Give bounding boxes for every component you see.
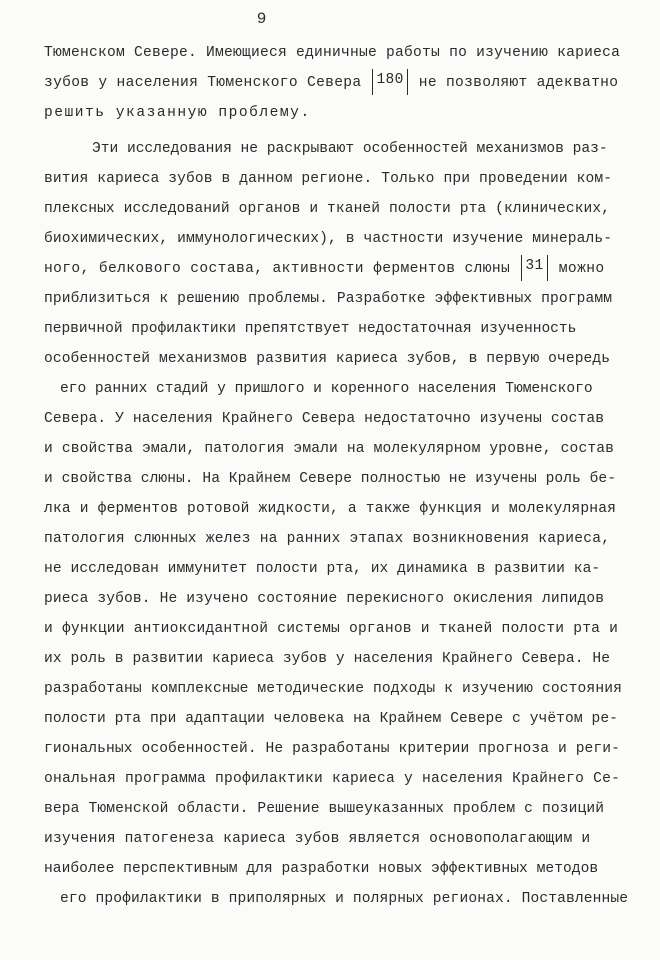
line-text: ональная программа профилактики кариеса у населения Крайнего Се- bbox=[44, 771, 621, 787]
line-text: их роль в развитии кариеса зубов у населения Крайнего Севера. Не bbox=[44, 651, 611, 667]
line-text: и свойства эмали, патология эмали на молекулярном уровне, состав bbox=[44, 441, 615, 457]
line-text: лка и ферментов ротовой жидкости, а также функция и молекулярная bbox=[44, 501, 617, 517]
line-text: первичной профилактики препятствует недостаточная изученность bbox=[44, 321, 577, 337]
citation-reference: 180 bbox=[372, 69, 407, 95]
line-text-continued: можно bbox=[549, 261, 605, 277]
text-line bbox=[44, 794, 604, 824]
line-text: патология слюнных желез на ранних этапах возникновения кариеса, bbox=[44, 531, 611, 547]
text-line bbox=[44, 344, 610, 374]
line-text: гиональных особенностей. Не разработаны критерии прогноза и реги- bbox=[44, 741, 620, 757]
line-text: ного, белкового состава, активности ферментов слюны bbox=[44, 261, 520, 277]
text-line bbox=[60, 884, 628, 914]
text-line bbox=[44, 494, 616, 524]
text-line bbox=[44, 704, 618, 734]
text-line bbox=[44, 68, 618, 98]
text-line bbox=[44, 554, 600, 584]
line-text: решить указанную проблему. bbox=[44, 105, 311, 121]
line-text: особенностей механизмов развития кариеса зубов, в первую очередь bbox=[44, 351, 611, 367]
text-line bbox=[44, 224, 612, 254]
line-text: риеса зубов. Не изучено состояние перекисного окисления липидов bbox=[44, 591, 605, 607]
text-line bbox=[44, 314, 576, 344]
text-line bbox=[60, 374, 593, 404]
line-text: его профилактики в приполярных и полярных регионах. Поставленные bbox=[60, 891, 629, 907]
text-line bbox=[92, 134, 608, 164]
text-line bbox=[44, 284, 612, 314]
citation-reference: 31 bbox=[521, 255, 547, 281]
text-line bbox=[44, 434, 614, 464]
text-line bbox=[44, 164, 612, 194]
text-line bbox=[44, 254, 605, 284]
text-line bbox=[44, 584, 604, 614]
text-line bbox=[44, 854, 598, 884]
line-text: биохимических, иммунологических), в частности изучение минераль- bbox=[44, 231, 613, 247]
line-text: наиболее перспективным для разработки новых эффективных методов bbox=[44, 861, 599, 877]
line-text: зубов у населения Тюменского Севера bbox=[44, 75, 371, 91]
text-line bbox=[44, 644, 610, 674]
line-text: не исследован иммунитет полости рта, их динамика в развитии ка- bbox=[44, 561, 601, 577]
text-line bbox=[44, 614, 618, 644]
line-text: вития кариеса зубов в данном регионе. Только при проведении ком- bbox=[44, 171, 613, 187]
text-line bbox=[44, 194, 610, 224]
line-text: Тюменском Севере. Имеющиеся единичные работы по изучению кариеса bbox=[44, 45, 621, 61]
page-number: 9 bbox=[256, 10, 268, 28]
text-line bbox=[44, 674, 622, 704]
line-text: его ранних стадий у пришлого и коренного населения Тюменского bbox=[60, 381, 593, 397]
line-text-continued: не позволяют адекватно bbox=[409, 75, 619, 91]
line-text: изучения патогенеза кариеса зубов является основополагающим и bbox=[44, 831, 591, 847]
line-text: приблизиться к решению проблемы. Разработке эффективных программ bbox=[44, 291, 613, 307]
text-line bbox=[44, 734, 620, 764]
text-line bbox=[44, 98, 311, 128]
line-text: Севера. У населения Крайнего Севера недостаточно изучены состав bbox=[44, 411, 605, 427]
line-text: разработаны комплексные методические подходы к изучению состояния bbox=[44, 681, 622, 697]
text-line bbox=[44, 524, 610, 554]
text-line bbox=[44, 464, 616, 494]
line-text: и функции антиоксидантной системы органов и тканей полости рта и bbox=[44, 621, 619, 637]
text-line bbox=[44, 764, 620, 794]
line-text: плексных исследований органов и тканей полости рта (клинических, bbox=[44, 201, 611, 217]
line-text: полости рта при адаптации человека на Крайнем Севере с учётом ре- bbox=[44, 711, 618, 727]
text-line bbox=[44, 38, 620, 68]
line-text: и свойства слюны. На Крайнем Севере полностью не изучены роль бе- bbox=[44, 471, 616, 487]
line-text: Эти исследования не раскрывают особенностей механизмов раз- bbox=[92, 141, 608, 157]
text-line bbox=[44, 404, 604, 434]
line-text: вера Тюменской области. Решение вышеуказанных проблем с позиций bbox=[44, 801, 605, 817]
text-line bbox=[44, 824, 590, 854]
